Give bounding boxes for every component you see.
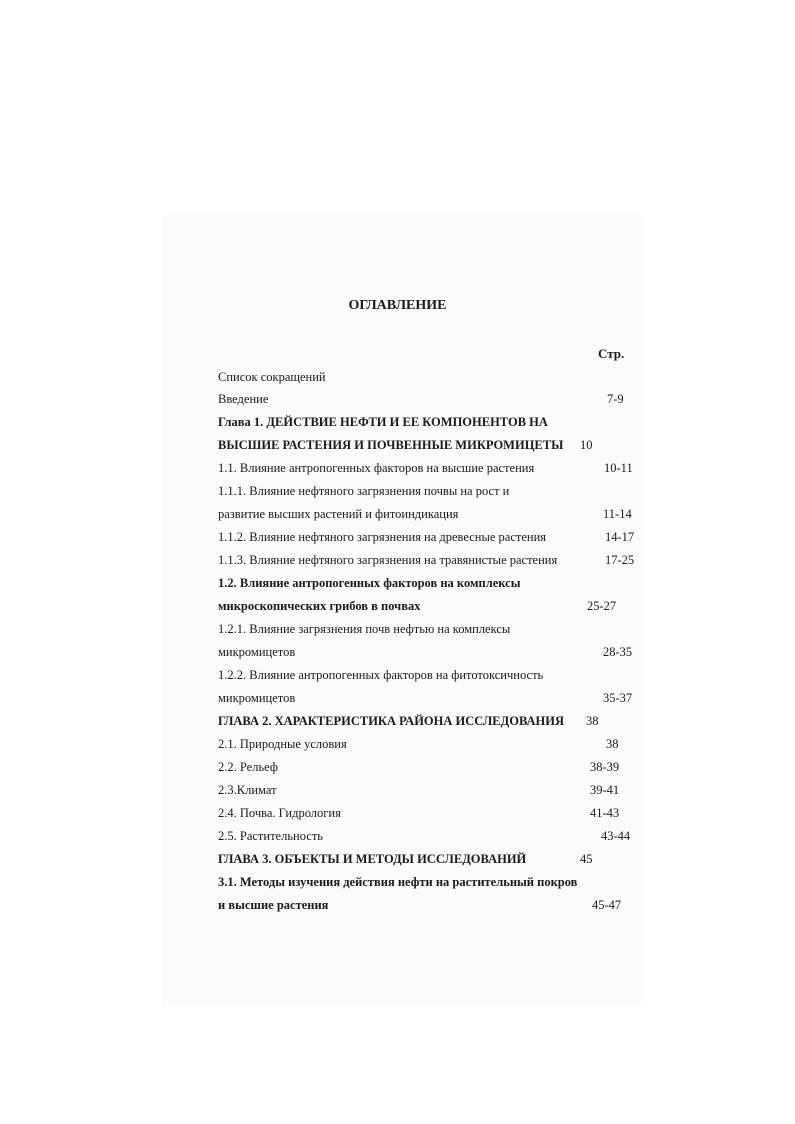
toc-entry: микромицетов: [218, 691, 296, 705]
toc-entry: ВЫСШИЕ РАСТЕНИЯ И ПОЧВЕННЫЕ МИКРОМИЦЕТЫ: [218, 438, 564, 452]
toc-entry: и высшие растения: [218, 898, 329, 912]
toc-page-number: 45: [580, 852, 593, 866]
toc-page-number: 25-27: [587, 599, 617, 613]
toc-page-number: 7-9: [607, 392, 624, 406]
toc-entry: Введение: [218, 392, 269, 406]
toc-page-number: 45-47: [592, 898, 622, 912]
toc-entry: микроскопических грибов в почвах: [218, 599, 421, 613]
toc-entry: 2.1. Природные условия: [218, 737, 347, 751]
toc-entry: 2.3.Климат: [218, 783, 277, 797]
toc-entry: ГЛАВА 2. ХАРАКТЕРИСТИКА РАЙОНА ИССЛЕДОВАНИЯ: [218, 714, 565, 728]
toc-page-number: 41-43: [590, 806, 620, 820]
toc-entry: 1.1.2. Влияние нефтяного загрязнения на древесные растения: [218, 530, 547, 544]
toc-entry: 1.1.3. Влияние нефтяного загрязнения на травянистые растения: [218, 553, 558, 567]
toc-entry: 1.2.1. Влияние загрязнения почв нефтью на комплексы: [218, 622, 511, 636]
toc-page-number: 10-11: [604, 461, 633, 475]
toc-page-number: 38-39: [590, 760, 620, 774]
toc-page-number: 28-35: [603, 645, 633, 659]
toc-entry: 2.4. Почва. Гидрология: [218, 806, 341, 820]
toc-entry: Список сокращений: [218, 370, 326, 384]
toc-entry: 1.2.2. Влияние антропогенных факторов на фитотоксичность: [218, 668, 544, 682]
toc-page-number: 43-44: [601, 829, 631, 843]
toc-page-number: 14-17: [605, 530, 635, 544]
toc-entry: развитие высших растений и фитоиндикация: [218, 507, 459, 521]
toc-page-number: 38: [606, 737, 619, 751]
toc-entry: микромицетов: [218, 645, 296, 659]
toc-page-number: 10: [580, 438, 593, 452]
toc-entry: Глава 1. ДЕЙСТВИЕ НЕФТИ И ЕЕ КОМПОНЕНТОВ НА: [218, 415, 548, 429]
toc-page-number: 38: [586, 714, 599, 728]
toc-entry: 2.2. Рельеф: [218, 760, 278, 774]
toc-title: ОГЛАВЛЕНИЕ: [348, 298, 447, 313]
toc-entry: 3.1. Методы изучения действия нефти на растительный покров: [218, 875, 578, 889]
page-column-header: Стр.: [598, 346, 625, 361]
toc-entry: 2.5. Растительность: [218, 829, 323, 843]
toc-page-number: 35-37: [603, 691, 633, 705]
toc-page-number: 11-14: [603, 507, 632, 521]
toc-page-number: 39-41: [590, 783, 620, 797]
toc-entry: 1.2. Влияние антропогенных факторов на комплексы: [218, 576, 521, 590]
toc-entry: 1.1. Влияние антропогенных факторов на высшие растения: [218, 461, 535, 475]
toc-entry: ГЛАВА 3. ОБЪЕКТЫ И МЕТОДЫ ИССЛЕДОВАНИЙ: [218, 852, 527, 866]
toc-page-number: 17-25: [605, 553, 635, 567]
toc-entry: 1.1.1. Влияние нефтяного загрязнения почвы на рост и: [218, 484, 510, 498]
